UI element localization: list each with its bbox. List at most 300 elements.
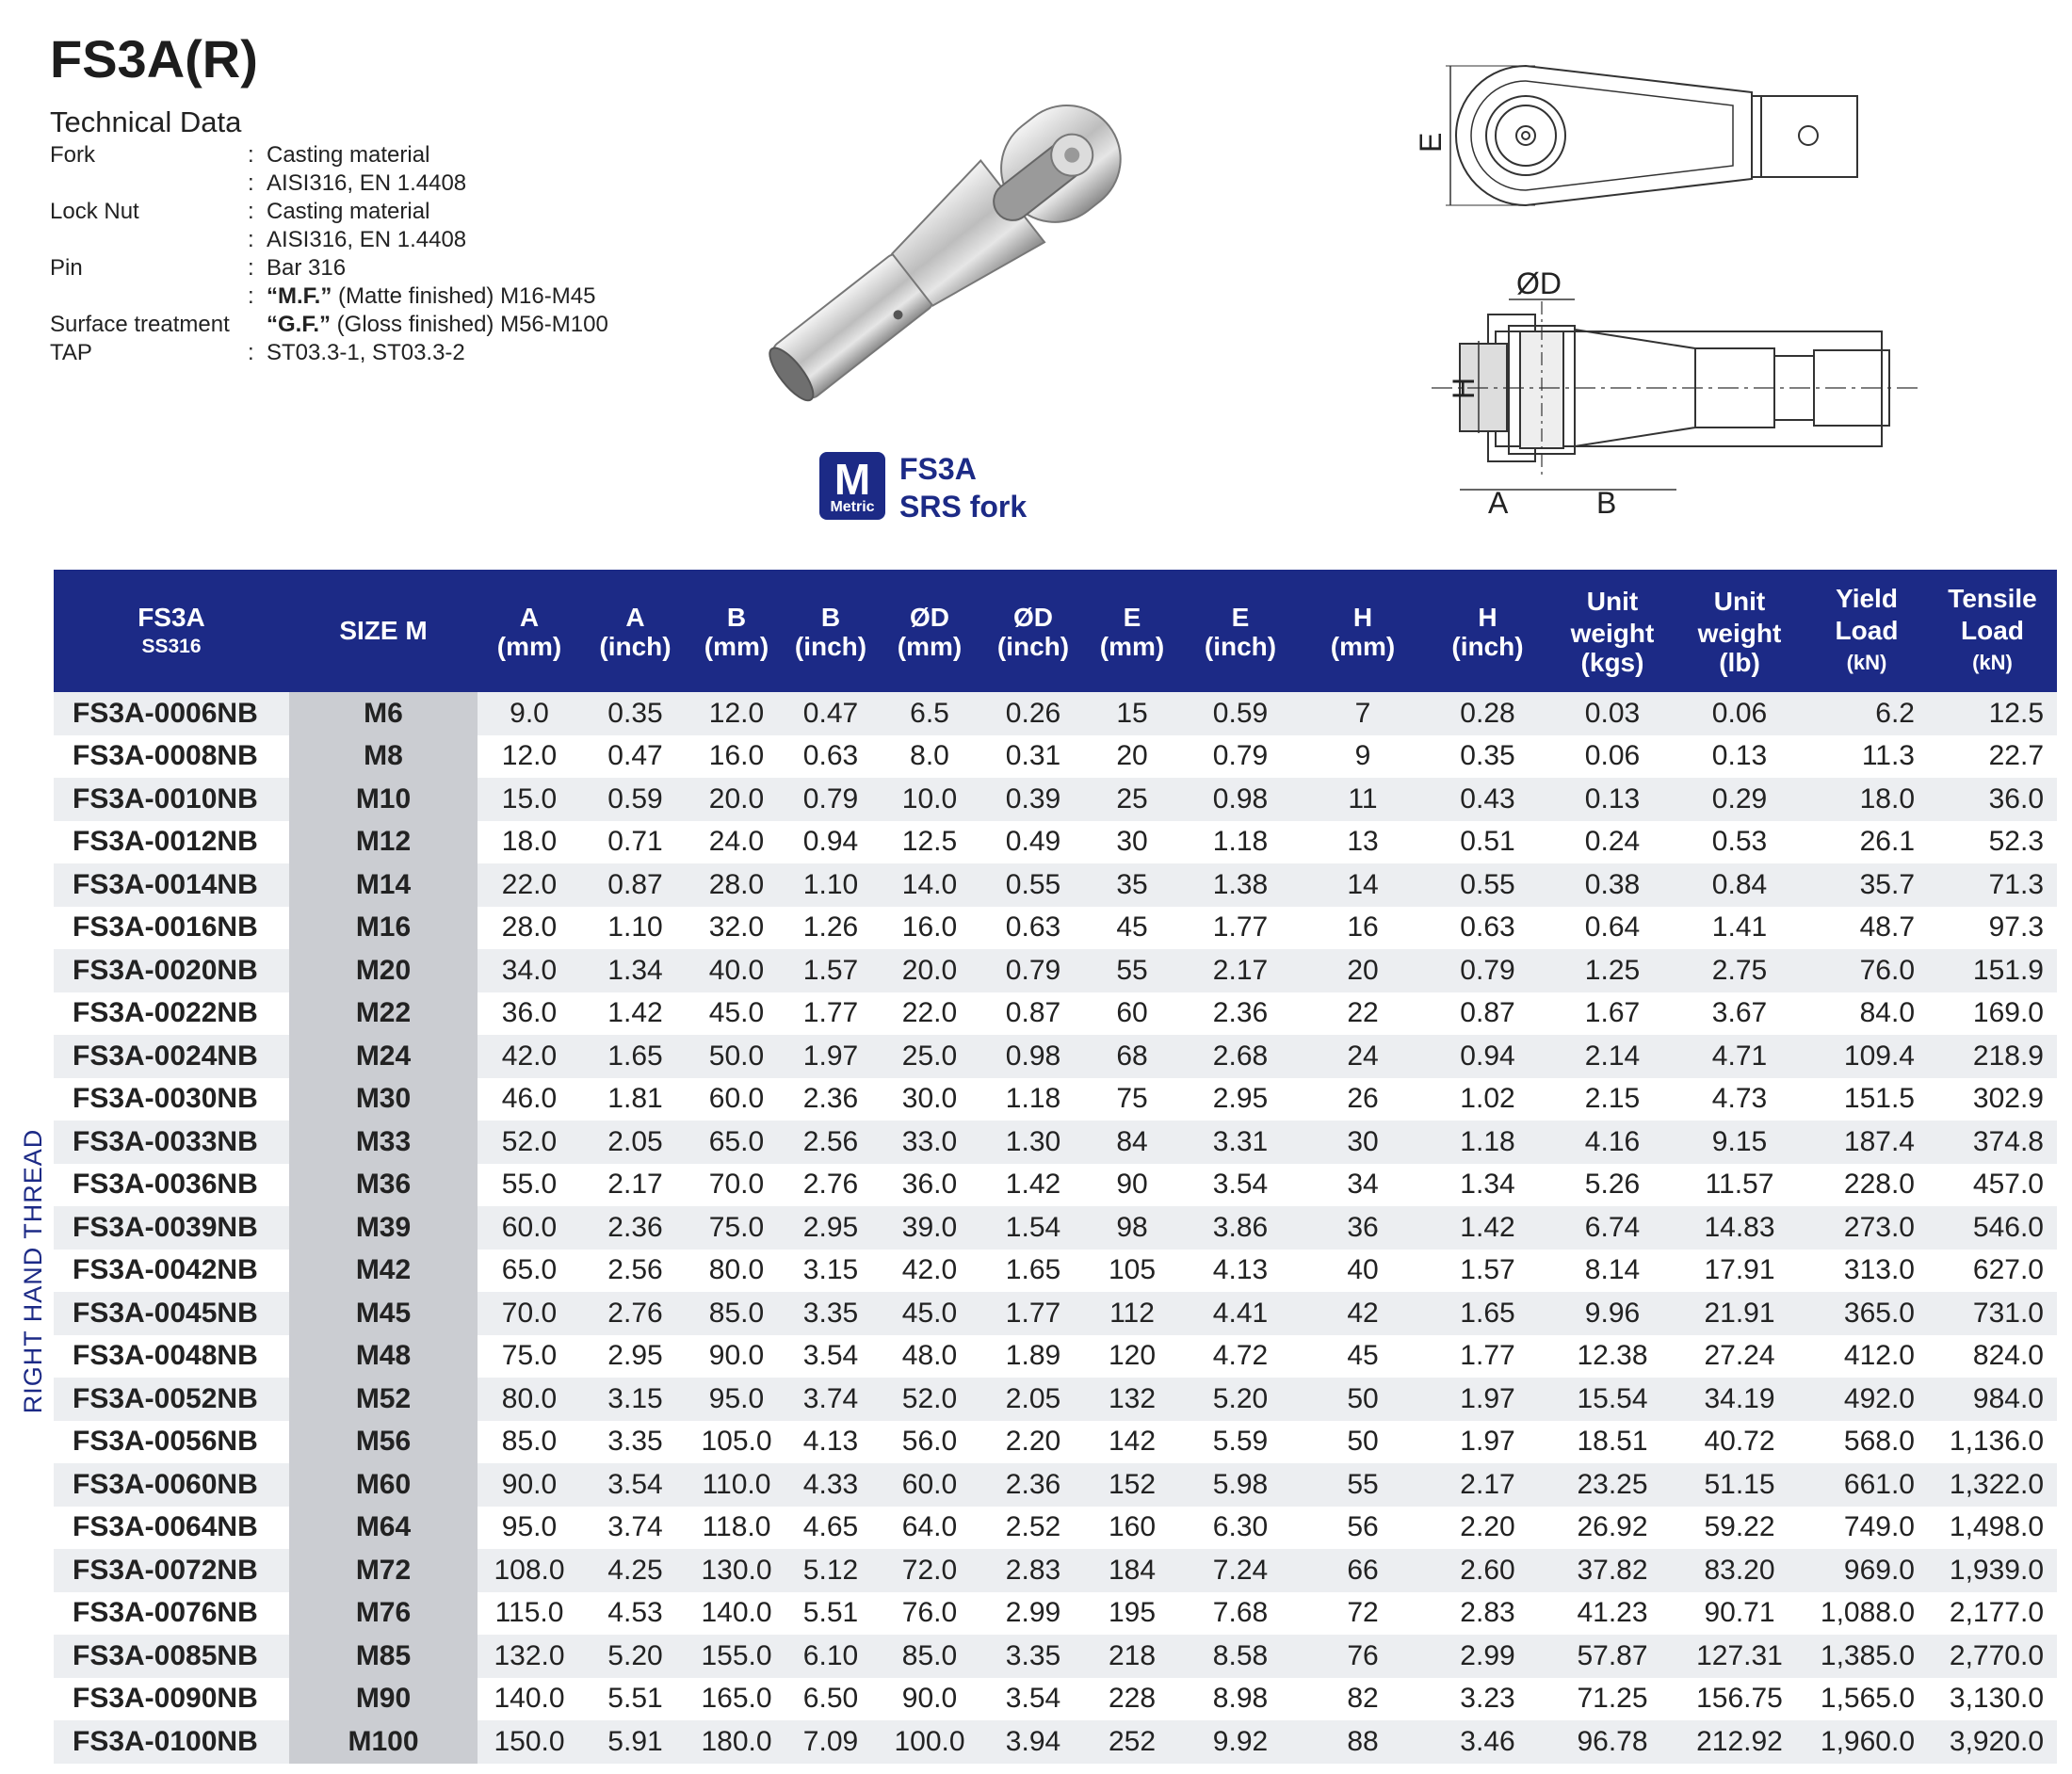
column-header-main: FS3A [138, 603, 205, 632]
value-cell: 9.96 [1551, 1292, 1674, 1335]
value-cell: 2.36 [784, 1078, 878, 1121]
product-code-cell: FS3A-0036NB [54, 1164, 289, 1207]
value-cell: 130.0 [689, 1549, 784, 1592]
page-title: FS3A(R) [50, 29, 258, 89]
value-cell: 0.47 [581, 735, 689, 779]
spec-colon: : [248, 170, 254, 196]
value-cell: 2.05 [581, 1121, 689, 1164]
value-cell: 1.10 [784, 863, 878, 907]
value-cell: 0.13 [1551, 778, 1674, 821]
value-cell: 365.0 [1805, 1292, 1928, 1335]
value-cell: 5.12 [784, 1549, 878, 1592]
value-cell: 25.0 [878, 1035, 981, 1078]
spec-colon: : [248, 199, 254, 224]
spec-row [50, 254, 608, 282]
product-code-cell: FS3A-0100NB [54, 1720, 289, 1764]
column-header [689, 570, 784, 692]
value-cell: 1,322.0 [1928, 1463, 2057, 1507]
column-header [784, 570, 878, 692]
column-header-main: SIZE M [339, 616, 428, 645]
product-code-cell: FS3A-0042NB [54, 1250, 289, 1293]
value-cell: 115.0 [478, 1592, 581, 1636]
column-header [1302, 570, 1424, 692]
value-cell: 0.63 [1424, 907, 1551, 950]
value-cell: 98 [1085, 1206, 1179, 1250]
value-cell: 1.57 [1424, 1250, 1551, 1293]
spec-row [50, 141, 608, 169]
size-cell: M39 [289, 1206, 478, 1250]
table-row [54, 1078, 2057, 1121]
value-cell: 24.0 [689, 821, 784, 864]
value-cell: 6.30 [1179, 1507, 1302, 1550]
dim-a-label: A [1488, 486, 1509, 518]
value-cell: 1.77 [784, 992, 878, 1036]
product-code-cell: FS3A-0085NB [54, 1635, 289, 1678]
value-cell: 0.31 [981, 735, 1085, 779]
value-cell: 1.42 [1424, 1206, 1551, 1250]
value-cell: 4.73 [1674, 1078, 1805, 1121]
value-cell: 71.25 [1551, 1678, 1674, 1721]
dim-e-label: E [1414, 132, 1448, 153]
value-cell: 3.15 [784, 1250, 878, 1293]
value-cell: 23.25 [1551, 1463, 1674, 1507]
value-cell: 0.06 [1674, 692, 1805, 735]
product-code-cell: FS3A-0048NB [54, 1335, 289, 1379]
value-cell: 5.51 [784, 1592, 878, 1636]
value-cell: 374.8 [1928, 1121, 2057, 1164]
value-cell: 252 [1085, 1720, 1179, 1764]
value-cell: 39.0 [878, 1206, 981, 1250]
value-cell: 627.0 [1928, 1250, 2057, 1293]
product-code-cell: FS3A-0020NB [54, 949, 289, 992]
value-cell: 0.79 [784, 778, 878, 821]
value-cell: 0.87 [1424, 992, 1551, 1036]
value-cell: 4.13 [1179, 1250, 1302, 1293]
value-cell: 984.0 [1928, 1378, 2057, 1421]
spec-value-text: (Gloss finished) M56-M100 [331, 312, 608, 337]
value-cell: 2.36 [581, 1206, 689, 1250]
value-cell: 108.0 [478, 1549, 581, 1592]
value-cell: 1.65 [981, 1250, 1085, 1293]
value-cell: 60.0 [878, 1463, 981, 1507]
value-cell: 2.56 [581, 1250, 689, 1293]
value-cell: 132.0 [478, 1635, 581, 1678]
value-cell: 4.65 [784, 1507, 878, 1550]
value-cell: 40 [1302, 1250, 1424, 1293]
value-cell: 27.24 [1674, 1335, 1805, 1379]
table-row [54, 863, 2057, 907]
value-cell: 36.0 [1928, 778, 2057, 821]
column-header-unit: (mm) [897, 632, 963, 661]
value-cell: 195 [1085, 1592, 1179, 1636]
value-cell: 90 [1085, 1164, 1179, 1207]
value-cell: 90.0 [689, 1335, 784, 1379]
value-cell: 228 [1085, 1678, 1179, 1721]
value-cell: 20 [1302, 949, 1424, 992]
size-cell: M36 [289, 1164, 478, 1207]
spec-row [50, 339, 608, 367]
value-cell: 56 [1302, 1507, 1424, 1550]
value-cell: 10.0 [878, 778, 981, 821]
value-cell: 45 [1302, 1335, 1424, 1379]
table-row [54, 1463, 2057, 1507]
column-header [581, 570, 689, 692]
column-header [1179, 570, 1302, 692]
value-cell: 3.35 [581, 1421, 689, 1464]
value-cell: 120 [1085, 1335, 1179, 1379]
value-cell: 169.0 [1928, 992, 2057, 1036]
value-cell: 3.35 [784, 1292, 878, 1335]
column-header-main: H [1352, 603, 1373, 632]
value-cell: 0.63 [784, 735, 878, 779]
value-cell: 218 [1085, 1635, 1179, 1678]
column-header [878, 570, 981, 692]
value-cell: 2.95 [1179, 1078, 1302, 1121]
size-cell: M33 [289, 1121, 478, 1164]
table-row [54, 821, 2057, 864]
value-cell: 4.16 [1551, 1121, 1674, 1164]
value-cell: 22.7 [1928, 735, 2057, 779]
value-cell: 16 [1302, 907, 1424, 950]
value-cell: 34 [1302, 1164, 1424, 1207]
value-cell: 969.0 [1805, 1549, 1928, 1592]
value-cell: 15.54 [1551, 1378, 1674, 1421]
product-code-cell: FS3A-0022NB [54, 992, 289, 1036]
value-cell: 14.83 [1674, 1206, 1805, 1250]
value-cell: 313.0 [1805, 1250, 1928, 1293]
value-cell: 1.38 [1179, 863, 1302, 907]
column-header-main: H [1478, 603, 1497, 632]
value-cell: 65.0 [478, 1250, 581, 1293]
table-row [54, 1035, 2057, 1078]
column-header-unit: (mm) [496, 632, 562, 661]
column-header [1551, 570, 1674, 692]
value-cell: 5.98 [1179, 1463, 1302, 1507]
value-cell: 1.77 [1424, 1335, 1551, 1379]
value-cell: 6.10 [784, 1635, 878, 1678]
value-cell: 2.95 [784, 1206, 878, 1250]
spec-colon: : [248, 227, 254, 252]
column-header-main: B [820, 603, 841, 632]
spec-label: Fork [50, 142, 95, 168]
value-cell: 0.79 [1179, 735, 1302, 779]
value-cell: 65.0 [689, 1121, 784, 1164]
spec-label [50, 226, 248, 254]
value-cell: 52.0 [478, 1121, 581, 1164]
value-cell: 7 [1302, 692, 1424, 735]
value-cell: 0.79 [981, 949, 1085, 992]
value-cell: 155.0 [689, 1635, 784, 1678]
value-cell: 68 [1085, 1035, 1179, 1078]
value-cell: 6.50 [784, 1678, 878, 1721]
technical-drawing [1394, 47, 2006, 518]
spec-label: Pin [50, 255, 83, 281]
value-cell: 0.43 [1424, 778, 1551, 821]
spec-colon: : [248, 283, 254, 309]
value-cell: 0.94 [784, 821, 878, 864]
value-cell: 568.0 [1805, 1421, 1928, 1464]
value-cell: 1.77 [1179, 907, 1302, 950]
value-cell: 1,136.0 [1928, 1421, 2057, 1464]
section-title: Technical Data [50, 105, 242, 138]
product-code-cell: FS3A-0060NB [54, 1463, 289, 1507]
product-photo [725, 68, 1196, 416]
side-label: RIGHT HAND THREAD [19, 1128, 47, 1414]
value-cell: 96.78 [1551, 1720, 1674, 1764]
value-cell: 2.76 [784, 1164, 878, 1207]
column-header-unit: (mm) [704, 632, 769, 661]
value-cell: 0.06 [1551, 735, 1674, 779]
value-cell: 72 [1302, 1592, 1424, 1636]
column-header-unit: (mm) [1099, 632, 1165, 661]
product-code-cell: FS3A-0052NB [54, 1378, 289, 1421]
table-row [54, 1720, 2057, 1764]
value-cell: 3.54 [981, 1678, 1085, 1721]
value-cell: 7.24 [1179, 1549, 1302, 1592]
value-cell: 457.0 [1928, 1164, 2057, 1207]
value-cell: 0.28 [1424, 692, 1551, 735]
value-cell: 109.4 [1805, 1035, 1928, 1078]
value-cell: 110.0 [689, 1463, 784, 1507]
value-cell: 4.13 [784, 1421, 878, 1464]
value-cell: 3.54 [581, 1463, 689, 1507]
value-cell: 45 [1085, 907, 1179, 950]
value-cell: 0.26 [981, 692, 1085, 735]
value-cell: 5.91 [581, 1720, 689, 1764]
value-cell: 0.79 [1424, 949, 1551, 992]
value-cell: 151.9 [1928, 949, 2057, 992]
value-cell: 70.0 [689, 1164, 784, 1207]
size-cell: M85 [289, 1635, 478, 1678]
size-cell: M24 [289, 1035, 478, 1078]
value-cell: 2.99 [1424, 1635, 1551, 1678]
value-cell: 52.3 [1928, 821, 2057, 864]
column-header-unit: SS316 [141, 636, 202, 657]
table-row [54, 1635, 2057, 1678]
value-cell: 8.0 [878, 735, 981, 779]
value-cell: 1.67 [1551, 992, 1674, 1036]
product-caption [899, 450, 1027, 525]
size-cell: M20 [289, 949, 478, 992]
value-cell: 1.42 [581, 992, 689, 1036]
product-code-cell: FS3A-0006NB [54, 692, 289, 735]
value-cell: 20 [1085, 735, 1179, 779]
product-code-cell: FS3A-0064NB [54, 1507, 289, 1550]
value-cell: 22 [1302, 992, 1424, 1036]
value-cell: 3,130.0 [1928, 1678, 2057, 1721]
spec-row [50, 169, 608, 198]
technical-data-list [50, 141, 608, 367]
size-cell: M60 [289, 1463, 478, 1507]
value-cell: 3,920.0 [1928, 1720, 2057, 1764]
spec-value: AISI316, EN 1.4408 [267, 227, 467, 252]
value-cell: 48.0 [878, 1335, 981, 1379]
value-cell: 18.51 [1551, 1421, 1674, 1464]
value-cell: 26.1 [1805, 821, 1928, 864]
spec-value-bold: “G.F.” [267, 312, 332, 337]
value-cell: 3.35 [981, 1635, 1085, 1678]
value-cell: 105.0 [689, 1421, 784, 1464]
value-cell: 20.0 [689, 778, 784, 821]
value-cell: 4.53 [581, 1592, 689, 1636]
value-cell: 83.20 [1674, 1549, 1805, 1592]
value-cell: 3.54 [784, 1335, 878, 1379]
value-cell: 21.91 [1674, 1292, 1805, 1335]
value-cell: 40.0 [689, 949, 784, 992]
product-code-cell: FS3A-0008NB [54, 735, 289, 779]
value-cell: 45.0 [878, 1292, 981, 1335]
column-header-main: B [726, 603, 747, 632]
value-cell: 184 [1085, 1549, 1179, 1592]
value-cell: 1.97 [1424, 1421, 1551, 1464]
value-cell: 1.89 [981, 1335, 1085, 1379]
product-code-cell: FS3A-0014NB [54, 863, 289, 907]
value-cell: 105 [1085, 1250, 1179, 1293]
value-cell: 2.15 [1551, 1078, 1674, 1121]
dim-d-label: ØD [1516, 266, 1562, 300]
value-cell: 34.19 [1674, 1378, 1805, 1421]
value-cell: 26.92 [1551, 1507, 1674, 1550]
value-cell: 5.20 [581, 1635, 689, 1678]
value-cell: 151.5 [1805, 1078, 1928, 1121]
value-cell: 0.98 [981, 1035, 1085, 1078]
product-code-cell: FS3A-0045NB [54, 1292, 289, 1335]
value-cell: 492.0 [1805, 1378, 1928, 1421]
value-cell: 3.46 [1424, 1720, 1551, 1764]
column-header-main: A [625, 603, 645, 632]
value-cell: 9.15 [1674, 1121, 1805, 1164]
value-cell: 1.41 [1674, 907, 1805, 950]
value-cell: 6.74 [1551, 1206, 1674, 1250]
column-header-main: Yield Load [1835, 584, 1899, 645]
value-cell: 5.20 [1179, 1378, 1302, 1421]
value-cell: 1.65 [581, 1035, 689, 1078]
value-cell: 156.75 [1674, 1678, 1805, 1721]
value-cell: 0.84 [1674, 863, 1805, 907]
value-cell: 75.0 [689, 1206, 784, 1250]
size-cell: M52 [289, 1378, 478, 1421]
value-cell: 2.60 [1424, 1549, 1551, 1592]
value-cell: 55.0 [478, 1164, 581, 1207]
value-cell: 132 [1085, 1378, 1179, 1421]
value-cell: 42 [1302, 1292, 1424, 1335]
size-cell: M8 [289, 735, 478, 779]
value-cell: 50 [1302, 1421, 1424, 1464]
value-cell: 1.25 [1551, 949, 1674, 992]
value-cell: 26 [1302, 1078, 1424, 1121]
value-cell: 2.68 [1179, 1035, 1302, 1078]
value-cell: 3.15 [581, 1378, 689, 1421]
product-code-cell: FS3A-0010NB [54, 778, 289, 821]
value-cell: 8.14 [1551, 1250, 1674, 1293]
value-cell: 1,939.0 [1928, 1549, 2057, 1592]
product-code-cell: FS3A-0016NB [54, 907, 289, 950]
value-cell: 1.81 [581, 1078, 689, 1121]
column-header [289, 570, 478, 692]
value-cell: 2.14 [1551, 1035, 1674, 1078]
value-cell: 165.0 [689, 1678, 784, 1721]
value-cell: 0.35 [581, 692, 689, 735]
value-cell: 55 [1302, 1463, 1424, 1507]
column-header-main: E [1123, 603, 1141, 632]
value-cell: 24 [1302, 1035, 1424, 1078]
value-cell: 36.0 [478, 992, 581, 1036]
value-cell: 6.5 [878, 692, 981, 735]
value-cell: 25 [1085, 778, 1179, 821]
value-cell: 1.42 [981, 1164, 1085, 1207]
column-header-unit: (inch) [599, 632, 672, 661]
value-cell: 60.0 [478, 1206, 581, 1250]
spec-label: Surface treatment [50, 312, 230, 337]
size-cell: M14 [289, 863, 478, 907]
spec-value: Casting material [267, 199, 430, 224]
column-header [1674, 570, 1805, 692]
value-cell: 46.0 [478, 1078, 581, 1121]
badge-letter: M [834, 455, 871, 504]
value-cell: 118.0 [689, 1507, 784, 1550]
column-header [981, 570, 1085, 692]
value-cell: 2.75 [1674, 949, 1805, 992]
size-cell: M76 [289, 1592, 478, 1636]
value-cell: 41.23 [1551, 1592, 1674, 1636]
value-cell: 140.0 [478, 1678, 581, 1721]
value-cell: 1.57 [784, 949, 878, 992]
table-row [54, 992, 2057, 1036]
product-code-cell: FS3A-0039NB [54, 1206, 289, 1250]
product-code-cell: FS3A-0033NB [54, 1121, 289, 1164]
column-header-main: Tensile Load [1948, 584, 2037, 645]
value-cell: 72.0 [878, 1549, 981, 1592]
value-cell: 0.53 [1674, 821, 1805, 864]
value-cell: 71.3 [1928, 863, 2057, 907]
product-code-cell: FS3A-0030NB [54, 1078, 289, 1121]
value-cell: 60 [1085, 992, 1179, 1036]
value-cell: 212.92 [1674, 1720, 1805, 1764]
value-cell: 36 [1302, 1206, 1424, 1250]
spec-value: Bar 316 [267, 255, 347, 281]
column-header-unit: (kN) [1972, 651, 2013, 674]
value-cell: 97.3 [1928, 907, 2057, 950]
value-cell: 3.23 [1424, 1678, 1551, 1721]
value-cell: 9.0 [478, 692, 581, 735]
value-cell: 16.0 [689, 735, 784, 779]
column-header [1805, 570, 1928, 692]
value-cell: 112 [1085, 1292, 1179, 1335]
value-cell: 12.5 [1928, 692, 2057, 735]
value-cell: 0.39 [981, 778, 1085, 821]
table-row [54, 1507, 2057, 1550]
table-row [54, 692, 2057, 735]
column-header-unit: (kN) [1846, 651, 1887, 674]
value-cell: 731.0 [1928, 1292, 2057, 1335]
value-cell: 152 [1085, 1463, 1179, 1507]
table-row [54, 1549, 2057, 1592]
table-row [54, 1121, 2057, 1164]
value-cell: 45.0 [689, 992, 784, 1036]
value-cell: 2.20 [1424, 1507, 1551, 1550]
size-cell: M12 [289, 821, 478, 864]
value-cell: 76.0 [878, 1592, 981, 1636]
size-cell: M10 [289, 778, 478, 821]
spec-row [50, 198, 608, 226]
value-cell: 18.0 [478, 821, 581, 864]
value-cell: 1.18 [981, 1078, 1085, 1121]
table-row [54, 1250, 2057, 1293]
product-code-cell: FS3A-0076NB [54, 1592, 289, 1636]
value-cell: 0.55 [981, 863, 1085, 907]
value-cell: 3.67 [1674, 992, 1805, 1036]
value-cell: 1.26 [784, 907, 878, 950]
